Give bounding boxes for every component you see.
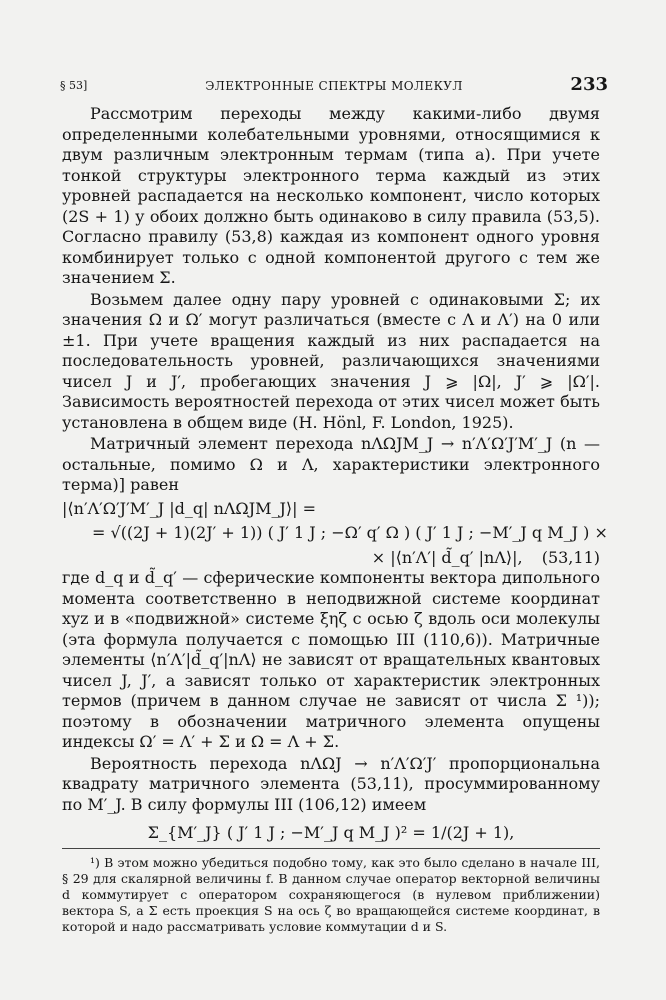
equation-53-11-tail: × |⟨n′Λ′| d̃_q′ |nΛ⟩|, <box>371 547 523 567</box>
paragraph: Возьмем далее одну пару уровней с одинаковыми Σ; их значения Ω и Ω′ могут различаться (вместе с Λ и Λ′) на 0 или ±1. При учете вращения каждый из них распадается на последовательность уровней, различающихся значениями чисел J и J′, пробегающих значения J ⩾ |Ω|, J′ ⩾ |Ω′|. Зависимость вероятностей перехода от этих чисел может быть установлена в общем виде (H. Hönl, F. London, 1925). <box>62 289 600 432</box>
paragraph: Матричный элемент перехода nΛΩJM_J → n′Λ′Ω′J′M′_J (n — остальные, помимо Ω и Λ, характеристики электронного терма)] равен <box>62 434 600 494</box>
page-number: 233 <box>570 74 608 95</box>
page-header <box>60 76 608 100</box>
footnote-area <box>62 848 600 935</box>
main-text <box>62 104 608 881</box>
equation-53-11-line-2: = √((2J + 1)(2J′ + 1)) ( J′ 1 J ; −Ω′ q′ Ω ) ( J′ 1 J ; −M′_J q M_J ) × <box>92 523 608 542</box>
footnote: ¹) В этом можно убедиться подобно тому, как это было сделано в начале III, § 29 для скалярной величины f. В данном случае оператор векторной величины d коммутирует с оператором сохраняющегося (в нулевом приближении) вектора S, а Σ есть проекция S на ось ζ во вращающейся системе координат, в которой и надо рассматривать условие коммутации d и S. <box>62 855 600 934</box>
sum-rule-equation: Σ_{M′_J} ( J′ 1 J ; −M′_J q M_J )² = 1/(2J + 1), <box>147 823 515 842</box>
paragraph: где d_q и d̃_q′ — сферические компоненты вектора дипольного момента соответственно в неподвижной системе координат xyz и в «подвижной» системе ξηζ с осью ζ вдоль оси молекулы (эта формула получается с помощью III (110,6)). Матричные элементы ⟨n′Λ′|d̃_q′|nΛ⟩ не зависят от вращательных квантовых чисел J, J′, а зависят только от характеристик электронных термов (причем в данном случае не зависят от числа Σ ¹)); поэтому в обозначении матричного элемента опущены индексы Ω′ = Λ′ + Σ и Ω = Λ + Σ. <box>62 568 600 751</box>
running-title: ЭЛЕКТРОННЫЕ СПЕКТРЫ МОЛЕКУЛ <box>205 79 463 93</box>
equation-label: (53,11) <box>541 547 600 567</box>
equation-53-11-line-1: |⟨n′Λ′Ω′J′M′_J |d_q| nΛΩJM_J⟩| = <box>62 498 317 518</box>
paragraph: Рассмотрим переходы между какими-либо двумя определенными колебательными уровнями, относящимися к двум различным электронным термам (типа a). При учете тонкой структуры электронного терма каждый из этих уровней распадается на несколько компонент, число которых (2S + 1) у обоих должно быть одинаково в силу правила (53,5). Согласно правилу (53,8) каждая из компонент одного уровня комбинирует только с одной компонентой другого с тем же значением Σ. <box>62 104 600 287</box>
section-marker: § 53] <box>60 79 88 92</box>
paragraph: Вероятность перехода nΛΩJ → n′Λ′Ω′J′ пропорциональна квадрату матричного элемента (53,11), просуммированному по M′_J. В силу формулы III (106,12) имеем <box>62 753 600 814</box>
equation-53-11-line-3 <box>62 548 600 569</box>
